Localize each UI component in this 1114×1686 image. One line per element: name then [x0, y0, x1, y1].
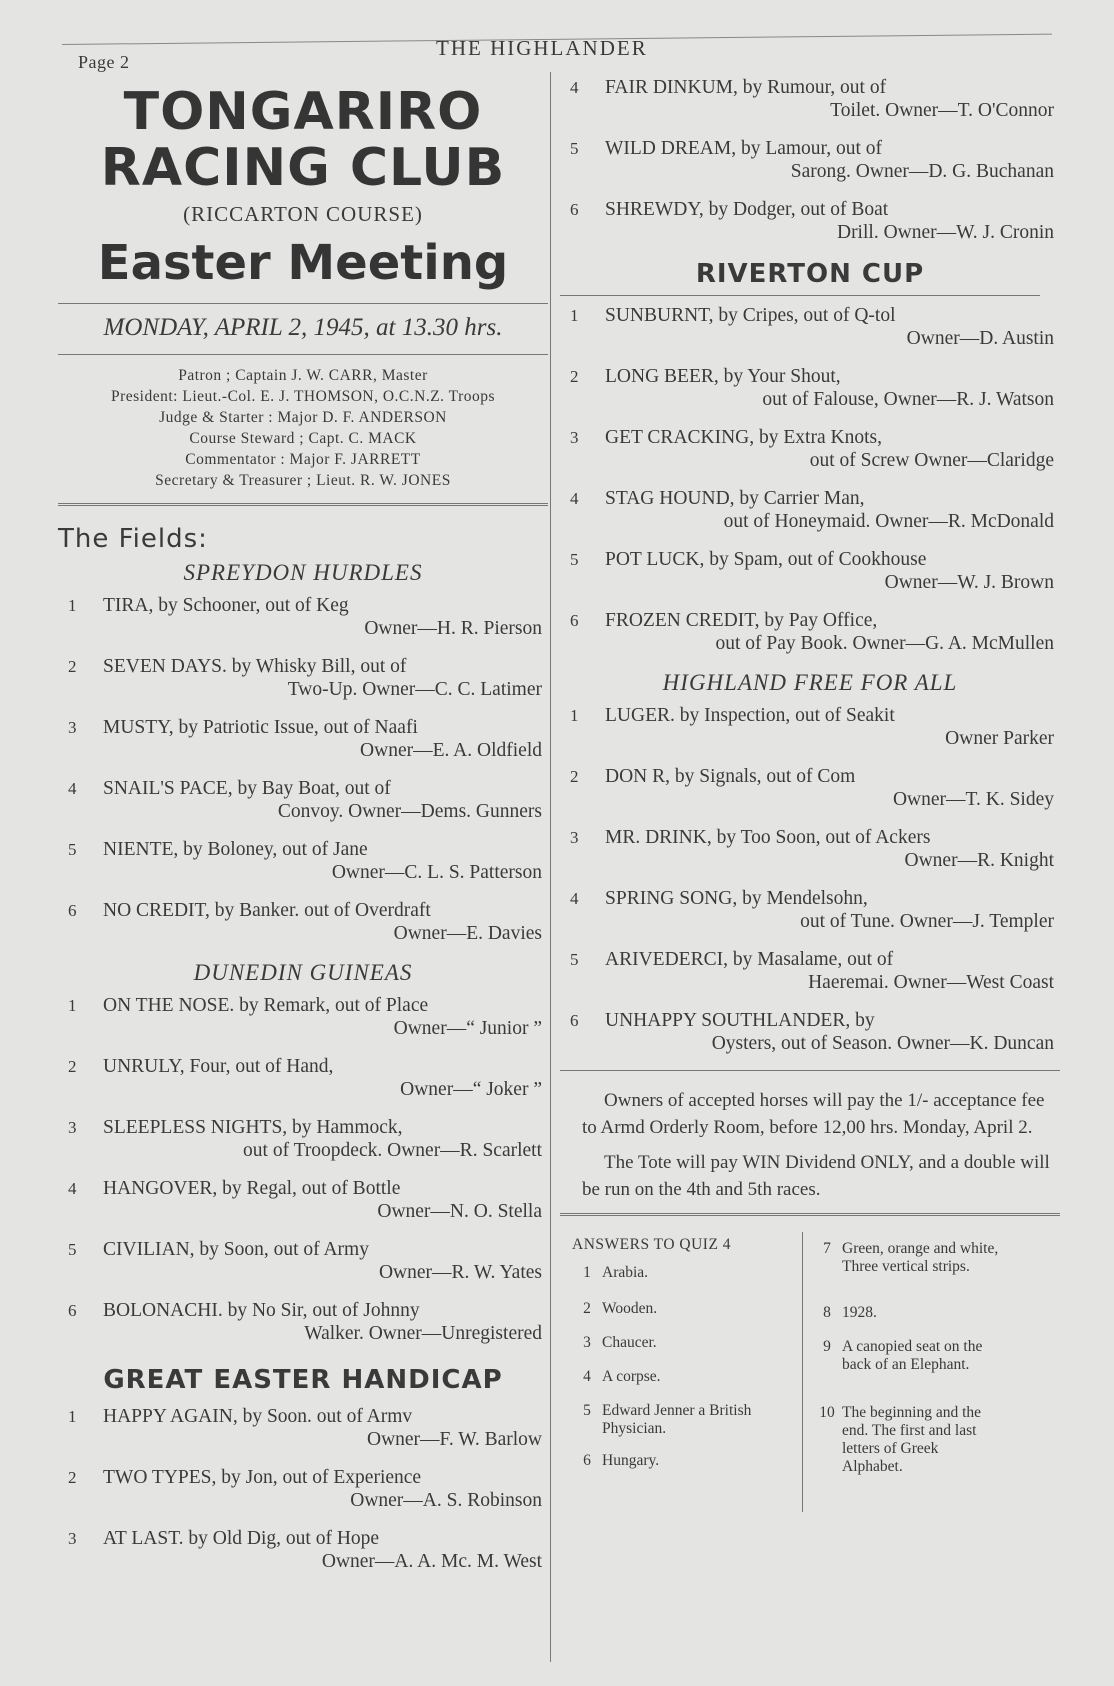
entry-number: 3	[68, 1118, 77, 1137]
divider	[560, 295, 1040, 296]
meeting-title: Easter Meeting	[97, 235, 509, 291]
race-entry	[58, 777, 548, 823]
entry-owner: Drill. Owner—W. J. Cronin	[836, 222, 1054, 243]
quiz-answer-number: 9	[823, 1338, 831, 1355]
quiz-answer-text: Arabia.	[602, 1264, 649, 1281]
double-divider	[560, 1213, 1060, 1216]
entry-number: 5	[570, 139, 579, 158]
quiz-answer	[572, 1300, 772, 1318]
entry-horse-breeding: ON THE NOSE. by Remark, out of Place	[103, 995, 429, 1016]
race-entry	[58, 655, 548, 701]
quiz-answer	[572, 1264, 772, 1282]
entry-horse-breeding: STAG HOUND, by Carrier Man,	[605, 488, 865, 509]
notice-tote: The Tote will pay WIN Dividend ONLY, and a double will be run on the 4th and 5th races.	[582, 1152, 1050, 1200]
entry-owner: Convoy. Owner—Dems. Gunners	[277, 801, 542, 822]
quiz-answer-number: 4	[583, 1368, 591, 1385]
race-entry	[560, 704, 1060, 750]
entry-number: 4	[570, 78, 579, 97]
entry-owner: Owner—H. R. Pierson	[364, 618, 542, 639]
entry-owner: Owner—A. A. Mc. M. West	[321, 1551, 542, 1572]
official-president: President: Lieut.-Col. E. J. THOMSON, O.C.N.Z. Troops	[110, 388, 496, 405]
left-column	[58, 70, 548, 1588]
race-title-dunedin: DUNEDIN GUINEAS	[193, 960, 413, 985]
quiz-title: ANSWERS TO QUIZ 4	[572, 1236, 732, 1253]
quiz-answer-number: 5	[583, 1402, 591, 1419]
quiz-answer	[572, 1368, 772, 1386]
entry-horse-breeding: HAPPY AGAIN, by Soon. out of Armv	[103, 1406, 413, 1427]
race-entry	[58, 1177, 548, 1223]
quiz-answer-text: Chaucer.	[602, 1334, 657, 1351]
entry-number: 2	[68, 657, 77, 676]
entry-number: 2	[570, 367, 579, 386]
entry-horse-breeding: CIVILIAN, by Soon, out of Army	[103, 1239, 369, 1260]
club-name-line1: TONGARIRO	[123, 82, 483, 142]
entry-horse-breeding: BOLONACHI. by No Sir, out of Johnny	[103, 1300, 420, 1321]
quiz-answer-number: 6	[583, 1452, 591, 1469]
entry-owner: Haeremai. Owner—West Coast	[808, 972, 1054, 993]
entry-owner: Owner—T. K. Sidey	[892, 789, 1054, 810]
entry-owner: Owner—“ Joker ”	[400, 1079, 542, 1100]
entry-owner: Oysters, out of Season. Owner—K. Duncan	[711, 1033, 1054, 1054]
entry-horse-breeding: AT LAST. by Old Dig, out of Hope	[103, 1528, 380, 1549]
entry-horse-breeding: SUNBURNT, by Cripes, out of Q-tol	[605, 305, 896, 326]
entry-owner: Owner—E. Davies	[393, 923, 542, 944]
quiz-answer-text: Hungary.	[602, 1452, 660, 1469]
official-commentator: Commentator : Major F. JARRETT	[185, 451, 421, 468]
entry-owner: out of Screw Owner—Claridge	[809, 450, 1054, 471]
course-name: (RICCARTON COURSE)	[183, 202, 423, 226]
entry-owner: Owner Parker	[945, 728, 1054, 749]
race-entry	[58, 838, 548, 884]
entry-horse-breeding: NO CREDIT, by Banker. out of Overdraft	[103, 900, 431, 921]
race-title-highland: HIGHLAND FREE FOR ALL	[662, 670, 958, 695]
entry-owner: Owner—C. L. S. Patterson	[331, 862, 542, 883]
quiz-answer-number: 8	[823, 1304, 831, 1321]
entry-horse-breeding: SNAIL'S PACE, by Bay Boat, out of	[103, 778, 391, 799]
entry-number: 6	[68, 1301, 77, 1320]
entry-horse-breeding: UNRULY, Four, out of Hand,	[103, 1056, 334, 1077]
entry-number: 5	[68, 840, 77, 859]
entry-horse-breeding: ARIVEDERCI, by Masalame, out of	[605, 949, 894, 970]
entry-horse-breeding: MR. DRINK, by Too Soon, out of Ackers	[605, 827, 931, 848]
divider	[58, 303, 548, 304]
entry-owner: Owner—W. J. Brown	[884, 572, 1054, 593]
entry-number: 2	[570, 767, 579, 786]
race-entry	[58, 1466, 548, 1512]
entry-number: 3	[68, 718, 77, 737]
quiz-answer-number: 7	[823, 1240, 831, 1257]
race-entry	[58, 594, 548, 640]
quiz-answer	[572, 1402, 752, 1438]
quiz-answers	[560, 1222, 1060, 1522]
entry-horse-breeding: NIENTE, by Boloney, out of Jane	[103, 839, 368, 860]
column-divider	[550, 72, 551, 1662]
race-entry	[560, 948, 1060, 994]
race-title-spreydon: SPREYDON HURDLES	[183, 560, 423, 585]
fields-heading: The Fields:	[58, 524, 208, 554]
entry-number: 1	[68, 1407, 77, 1426]
meeting-date: MONDAY, APRIL 2, 1945, at 13.30 hrs.	[103, 314, 503, 341]
entry-horse-breeding: LONG BEER, by Your Shout,	[605, 366, 841, 387]
entry-number: 4	[570, 489, 579, 508]
entry-owner: Owner—F. W. Barlow	[366, 1429, 542, 1450]
race-entry	[58, 994, 548, 1040]
divider	[560, 1070, 1060, 1071]
race-entries-riverton	[560, 304, 1060, 655]
race-entry	[560, 365, 1060, 411]
race-entry	[58, 716, 548, 762]
entry-owner: out of Troopdeck. Owner—R. Scarlett	[243, 1140, 542, 1161]
double-divider	[58, 503, 548, 506]
entry-number: 4	[68, 1179, 77, 1198]
quiz-answer-number: 3	[583, 1334, 591, 1351]
entry-number: 3	[68, 1529, 77, 1548]
race-entry	[58, 1299, 548, 1345]
entry-number: 2	[68, 1468, 77, 1487]
race-entry	[58, 1405, 548, 1451]
race-entries-dunedin	[58, 994, 548, 1345]
entry-owner: out of Pay Book. Owner—G. A. McMullen	[715, 633, 1054, 654]
entry-horse-breeding: SEVEN DAYS. by Whisky Bill, out of	[103, 656, 407, 677]
quiz-answer	[572, 1452, 772, 1470]
entry-horse-breeding: TWO TYPES, by Jon, out of Experience	[103, 1467, 422, 1488]
entry-horse-breeding: UNHAPPY SOUTHLANDER, by	[605, 1010, 875, 1031]
quiz-divider	[802, 1232, 803, 1512]
entry-number: 2	[68, 1057, 77, 1076]
entry-owner: Owner—A. S. Robinson	[350, 1490, 542, 1511]
entry-owner: Sarong. Owner—D. G. Buchanan	[790, 161, 1054, 182]
quiz-answer-text: Edward Jenner a British Physician.	[602, 1402, 752, 1437]
race-entries-spreydon	[58, 594, 548, 945]
entry-horse-breeding: FAIR DINKUM, by Rumour, out of	[605, 77, 887, 98]
entry-horse-breeding: POT LUCK, by Spam, out of Cookhouse	[605, 549, 927, 570]
entry-number: 6	[570, 1011, 579, 1030]
divider	[58, 354, 548, 355]
entry-number: 6	[68, 901, 77, 920]
race-entry	[560, 198, 1060, 244]
entry-number: 1	[570, 306, 579, 325]
race-entry	[58, 1238, 548, 1284]
entry-number: 4	[570, 889, 579, 908]
quiz-answer-text: 1928.	[842, 1304, 877, 1321]
entry-number: 5	[68, 1240, 77, 1259]
race-entry	[560, 548, 1060, 594]
quiz-answer	[812, 1404, 1002, 1476]
newspaper-title: THE HIGHLANDER	[436, 36, 648, 60]
entry-owner: out of Tune. Owner—J. Templer	[800, 911, 1054, 932]
quiz-answer-number: 2	[583, 1300, 591, 1317]
entry-owner: Two-Up. Owner—C. C. Latimer	[287, 679, 542, 700]
entry-number: 1	[68, 996, 77, 1015]
race-entry	[58, 899, 548, 945]
entry-number: 5	[570, 550, 579, 569]
entry-owner: Toilet. Owner—T. O'Connor	[830, 100, 1054, 121]
official-steward: Course Steward ; Capt. C. MACK	[189, 430, 417, 447]
entry-horse-breeding: SPRING SONG, by Mendelsohn,	[605, 888, 868, 909]
quiz-answer	[812, 1304, 1002, 1322]
race-entries-great-easter-cont	[560, 76, 1060, 244]
entry-number: 3	[570, 828, 579, 847]
race-entry	[58, 1527, 548, 1573]
quiz-answer	[572, 1334, 772, 1352]
race-entry	[560, 826, 1060, 872]
entry-horse-breeding: FROZEN CREDIT, by Pay Office,	[605, 610, 878, 631]
page-number: Page 2	[78, 52, 130, 72]
entry-owner: Owner—R. W. Yates	[378, 1262, 542, 1283]
race-entry	[560, 1009, 1060, 1055]
quiz-answer	[812, 1338, 1002, 1374]
entry-owner: out of Falouse, Owner—R. J. Watson	[762, 389, 1054, 410]
club-name-line2: RACING CLUB	[100, 138, 506, 198]
entry-horse-breeding: GET CRACKING, by Extra Knots,	[605, 427, 882, 448]
race-entry	[560, 609, 1060, 655]
official-patron: Patron ; Captain J. W. CARR, Master	[178, 367, 428, 384]
race-title-great-easter: GREAT EASTER HANDICAP	[103, 1365, 503, 1395]
entry-number: 5	[570, 950, 579, 969]
quiz-answer-text: Wooden.	[602, 1300, 658, 1317]
entry-number: 6	[570, 200, 579, 219]
quiz-answer-text: The beginning and the end. The first and last letters of Greek Alphabet.	[842, 1404, 982, 1475]
quiz-answer-text: A corpse.	[602, 1368, 661, 1385]
entry-horse-breeding: DON R, by Signals, out of Com	[605, 766, 856, 787]
race-entries-highland	[560, 704, 1060, 1055]
entry-owner: Owner—D. Austin	[906, 328, 1054, 349]
entry-number: 4	[68, 779, 77, 798]
entry-number: 3	[570, 428, 579, 447]
entry-owner: Owner—“ Junior ”	[393, 1018, 542, 1039]
official-judge: Judge & Starter : Major D. F. ANDERSON	[159, 409, 447, 426]
race-entry	[560, 137, 1060, 183]
entry-horse-breeding: LUGER. by Inspection, out of Seakit	[605, 705, 895, 726]
entry-owner: Owner—N. O. Stella	[377, 1201, 542, 1222]
entry-owner: Owner—E. A. Oldfield	[360, 740, 542, 761]
entry-horse-breeding: HANGOVER, by Regal, out of Bottle	[103, 1178, 401, 1199]
quiz-answer-number: 1	[583, 1264, 591, 1281]
club-name	[58, 84, 548, 196]
notice-acceptance-fee: Owners of accepted horses will pay the 1/- acceptance fee to Armd Orderly Room, before 12,00 hrs. Monday, April 2.	[582, 1090, 1045, 1138]
quiz-answer-text: Green, orange and white, Three vertical strips.	[842, 1240, 999, 1275]
notice-block	[560, 1075, 1060, 1203]
race-entry	[58, 1116, 548, 1162]
quiz-answer-number: 10	[819, 1404, 835, 1421]
entry-number: 1	[570, 706, 579, 725]
entry-owner: out of Honeymaid. Owner—R. McDonald	[723, 511, 1054, 532]
race-entry	[58, 1055, 548, 1101]
quiz-answer-text: A canopied seat on the back of an Elephant.	[842, 1338, 983, 1373]
race-entries-great-easter	[58, 1405, 548, 1573]
race-entry	[560, 765, 1060, 811]
entry-horse-breeding: MUSTY, by Patriotic Issue, out of Naafi	[103, 717, 418, 738]
race-entry	[560, 426, 1060, 472]
entry-horse-breeding: WILD DREAM, by Lamour, out of	[605, 138, 883, 159]
officials-list	[58, 365, 548, 491]
race-title-riverton: RIVERTON CUP	[695, 259, 925, 289]
entry-horse-breeding: TIRA, by Schooner, out of Keg	[103, 595, 349, 616]
race-entry	[560, 887, 1060, 933]
race-entry	[560, 487, 1060, 533]
entry-owner: Walker. Owner—Unregistered	[304, 1323, 542, 1344]
race-entry	[560, 76, 1060, 122]
official-secretary: Secretary & Treasurer ; Lieut. R. W. JONES	[155, 472, 451, 489]
entry-number: 6	[570, 611, 579, 630]
entry-owner: Owner—R. Knight	[904, 850, 1054, 871]
entry-number: 1	[68, 596, 77, 615]
quiz-answer	[812, 1240, 1002, 1276]
right-column	[560, 72, 1060, 1522]
race-entry	[560, 304, 1060, 350]
entry-horse-breeding: SHREWDY, by Dodger, out of Boat	[605, 199, 889, 220]
entry-horse-breeding: SLEEPLESS NIGHTS, by Hammock,	[103, 1117, 403, 1138]
